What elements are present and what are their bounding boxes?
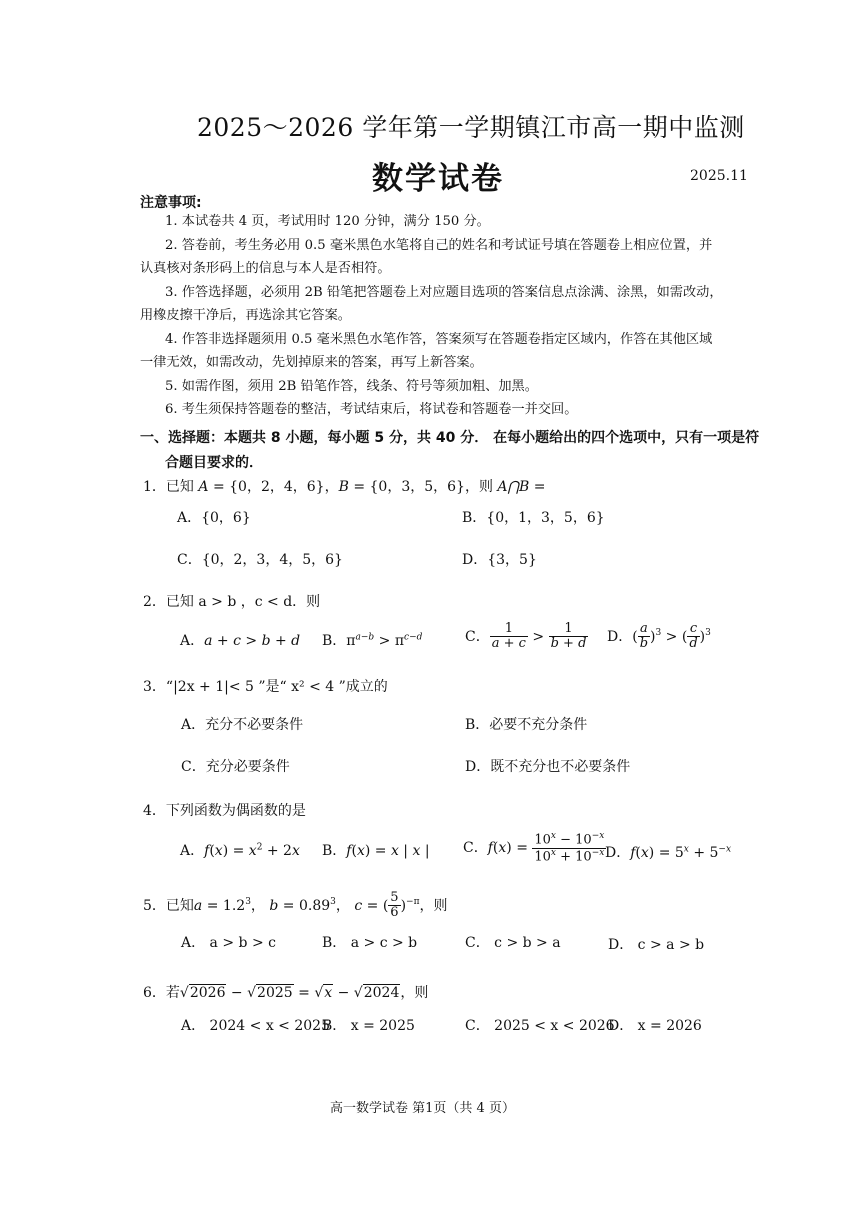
question-3-option-c[interactable]: C．充分必要条件 — [181, 759, 290, 775]
question-5-option-c[interactable]: C． c > b > a — [465, 935, 561, 951]
page-footer: 高一数学试卷 第1页（共 4 页） — [330, 1101, 515, 1116]
question-5-option-a[interactable]: A． a > b > c — [181, 935, 276, 951]
notice-line: 用橡皮擦干净后，再选涂其它答案。 — [140, 308, 351, 323]
question-4-option-a[interactable]: A．$f(x) = x^2 + 2x$ — [180, 842, 300, 859]
notice-line: 一律无效，如需改动，先划掉原来的答案，再写上新答案。 — [140, 355, 483, 370]
notice-line: 6. 考生须保持答题卷的整洁，考试结束后，将试卷和答题卷一并交回。 — [165, 402, 578, 417]
question-6-option-c[interactable]: C． 2025 < x < 2026 — [465, 1018, 615, 1034]
section-heading-cont: 合题目要求的． — [165, 455, 263, 471]
question-3-option-a[interactable]: A．充分不必要条件 — [181, 717, 304, 733]
question-3-option-b[interactable]: B．必要不充分条件 — [465, 717, 588, 733]
notice-line: 4. 作答非选择题须用 0.5 毫米黑色水笔作答，答案须写在答题卷指定区域内，作答在其他区域 — [165, 332, 713, 347]
question-6-option-d[interactable]: D． x = 2026 — [608, 1018, 702, 1034]
question-4-option-d[interactable]: D．$f(x) = 5^x + 5^{-x}$ — [605, 844, 732, 861]
notice-line: 2. 答卷前，考生务必用 0.5 毫米黑色水笔将自己的姓名和考试证号填在答题卷上相应位置，并 — [165, 238, 713, 253]
notice-heading: 注意事项: — [140, 195, 202, 211]
question-6-option-b[interactable]: B． x = 2025 — [322, 1018, 415, 1034]
subject-title: 数学试卷 — [372, 161, 504, 197]
question-4-option-b[interactable]: B．f(x) = x | x | — [322, 843, 430, 859]
exam-date: 2025.11 — [690, 168, 748, 184]
question-2-option-d[interactable]: D．( $\frac{a}{b}$ )$^3$ > ( $\frac{c}{d}$ )$^3$ — [607, 621, 711, 652]
question-1-option-d[interactable]: D．{3，5} — [462, 552, 537, 568]
question-3-stem: 3．“|2x + 1|< 5 ”是“ x² < 4 ”成立的 — [143, 679, 388, 695]
question-2-option-c[interactable]: C． $\frac{1}{a + c}$ > $\frac{1}{b + d}$ — [465, 621, 587, 652]
question-1-option-b[interactable]: B．{0，1，3，5，6} — [462, 510, 605, 526]
question-1-stem: 1．已知 A = {0，2，4，6}，B = {0，3，5，6}，则 A⋂B = — [143, 479, 546, 495]
question-4-stem: 4．下列函数为偶函数的是 — [143, 803, 306, 819]
question-4-option-c[interactable]: C．f(x) = $\frac{10^x - 10^{-x}}{10^x + 10^{-x}}$ — [463, 831, 605, 864]
question-2-option-b[interactable]: B．$\pi^{a-b} > \pi^{c-d}$ — [322, 632, 423, 649]
question-5-option-b[interactable]: B． a > c > b — [322, 935, 418, 951]
question-1-option-c[interactable]: C．{0，2，3，4，5，6} — [177, 552, 343, 568]
question-3-option-d[interactable]: D．既不充分也不必要条件 — [465, 759, 631, 775]
question-6-stem: 6．若√2026 − √2025 = √x − √2024，则 — [143, 985, 429, 1001]
question-6-option-a[interactable]: A． 2024 < x < 2025 — [181, 1018, 330, 1034]
notice-line: 3. 作答选择题，必须用 2B 铅笔把答题卷上对应题目选项的答案信息点涂满、涂黑，如需改动， — [165, 285, 723, 300]
question-5-option-d[interactable]: D． c > a > b — [608, 937, 705, 953]
notice-line: 认真核对条形码上的信息与本人是否相符。 — [140, 261, 391, 276]
question-2-stem: 2．已知 a > b ，c < d．则 — [143, 594, 321, 610]
notice-line: 5. 如需作图，须用 2B 铅笔作答，线条、符号等须加粗、加黑。 — [165, 379, 538, 394]
section-heading: 一、选择题：本题共 8 小题，每小题 5 分，共 40 分． 在每小题给出的四个选项中，只有一项是符 — [140, 430, 760, 446]
question-1-option-a[interactable]: A．{0，6} — [177, 510, 251, 526]
question-5-stem: 5．已知$a = 1.2^3$， $b = 0.89^3$， c = ( $\frac{5}{6}$ )$^{-\pi}$，则 — [143, 890, 448, 921]
question-2-option-a[interactable]: A．a + c > b + d — [180, 633, 301, 649]
exam-title: 2025～2026 学年第一学期镇江市高一期中监测 — [197, 113, 745, 142]
notice-line: 1. 本试卷共 4 页，考试用时 120 分钟，满分 150 分。 — [165, 214, 490, 229]
